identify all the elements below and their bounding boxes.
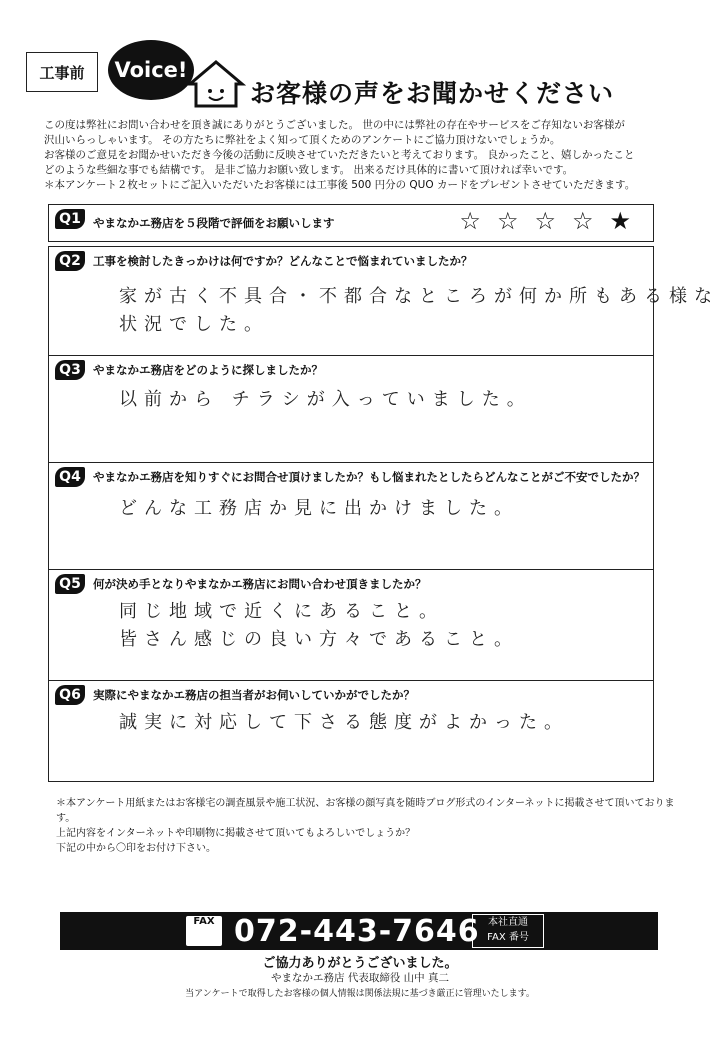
question-text: 何が決め手となりやまなかエ務店にお問い合わせ頂きましたか？ [93, 577, 427, 591]
house-icon [186, 58, 246, 110]
fax-banner [60, 912, 658, 950]
fax-side-label [472, 914, 544, 948]
questions-box [48, 246, 719, 782]
note-line: 下記の中から〇印をお付け下さい。 [56, 843, 216, 854]
intro-line: ＊本アンケート２枚セットにご記入いただいたお客様には工事後 500 円分の QUO カードをプレゼントさせていただきます。 [44, 179, 636, 191]
answer-text: 同じ地域で近くにあること。 皆さん感じの良い方々であること。 [119, 601, 519, 650]
status-tag: 工事前 [26, 52, 98, 92]
consent-note [56, 796, 676, 856]
answer-text: 以前から チラシが入っていました。 [119, 389, 532, 410]
star-icon[interactable]: ☆ [534, 207, 556, 235]
question-q3 [49, 356, 653, 463]
question-label: Q2 [55, 251, 85, 271]
intro-line: どのような些細な事でも結構です。 是非ご協力お願い致します。 出来るだけ具体的に書いて頂ければ幸いです。 [44, 164, 574, 176]
note-line: ＊本アンケート用紙またはお客様宅の調査風景や施工状況、お客様の顔写真を随時ブログ形式のインターネットに掲載させて頂いております。 [56, 798, 675, 824]
question-text: やまなかエ務店を５段階で評価をお願いします [93, 216, 335, 230]
intro-text [44, 118, 684, 193]
question-q4 [49, 463, 653, 570]
star-icon[interactable]: ☆ [459, 207, 481, 235]
intro-line: この度は弊社にお問い合わせを頂き誠にありがとうございました。 世の中には弊社の存在やサービスをご存知ないお客様が [44, 119, 625, 131]
question-q6 [49, 681, 653, 781]
intro-line: お客様のご意見をお聞かせいただき今後の活動に反映させていただきたいと考えております。 良かったこと、嬉しかったこと [44, 149, 635, 161]
question-label: Q1 [55, 209, 85, 229]
star-icon[interactable]: ★ [609, 207, 631, 235]
rating-stars[interactable] [459, 207, 631, 235]
question-label: Q3 [55, 360, 85, 380]
question-q2 [49, 247, 719, 356]
fax-side-line: 本社直通 [488, 917, 528, 928]
intro-line: 沢山いらっしゃいます。 その方たちに弊社をよく知って頂くためのアンケートにご協力頂けないでしょうか。 [44, 134, 561, 146]
voice-bubble: Voice! [108, 40, 194, 100]
thanks-text: ご協力ありがとうございました。 [262, 956, 458, 971]
question-text: 実際にやまなかエ務店の担当者がお伺いしていかがでしたか？ [93, 688, 415, 702]
note-line: 上記内容をインターネットや印刷物に掲載させて頂いてもよろしいでしょうか？ [56, 828, 416, 839]
answer-text: どんな工務店か見に出かけました。 [119, 498, 519, 519]
signature: やまなかエ務店 代表取締役 山中 真二 [270, 972, 449, 984]
privacy-note: 当アンケートで取得したお客様の個人情報は関係法規に基づき厳正に管理いたします。 [185, 989, 535, 999]
star-icon[interactable]: ☆ [496, 207, 519, 235]
question-label: Q6 [55, 685, 85, 705]
fax-side-line: FAX 番号 [487, 932, 529, 943]
fax-number: 072-443-7646 [234, 914, 480, 949]
star-icon[interactable]: ☆ [571, 207, 594, 235]
fax-icon: FAX [186, 916, 222, 946]
question-q1 [48, 204, 654, 242]
question-text: やまなかエ務店をどのように探しましたか？ [93, 363, 323, 377]
answer-text: 家が古く不具合・不都合なところが何か所もある様な 状況でした。 [119, 286, 719, 335]
question-q5 [49, 570, 653, 681]
question-text: やまなかエ務店を知りすぐにお問合せ頂けましたか？もし悩まれたとしたらどんなことがご不安でしたか？ [93, 470, 645, 484]
answer-text: 誠実に対応して下さる態度がよかった。 [119, 712, 569, 733]
page-title: お客様の声をお聞かせください [250, 79, 615, 108]
question-text: 工事を検討したきっかけは何ですか？どんなことで悩まれていましたか？ [93, 254, 473, 268]
question-label: Q4 [55, 467, 85, 487]
question-label: Q5 [55, 574, 85, 594]
